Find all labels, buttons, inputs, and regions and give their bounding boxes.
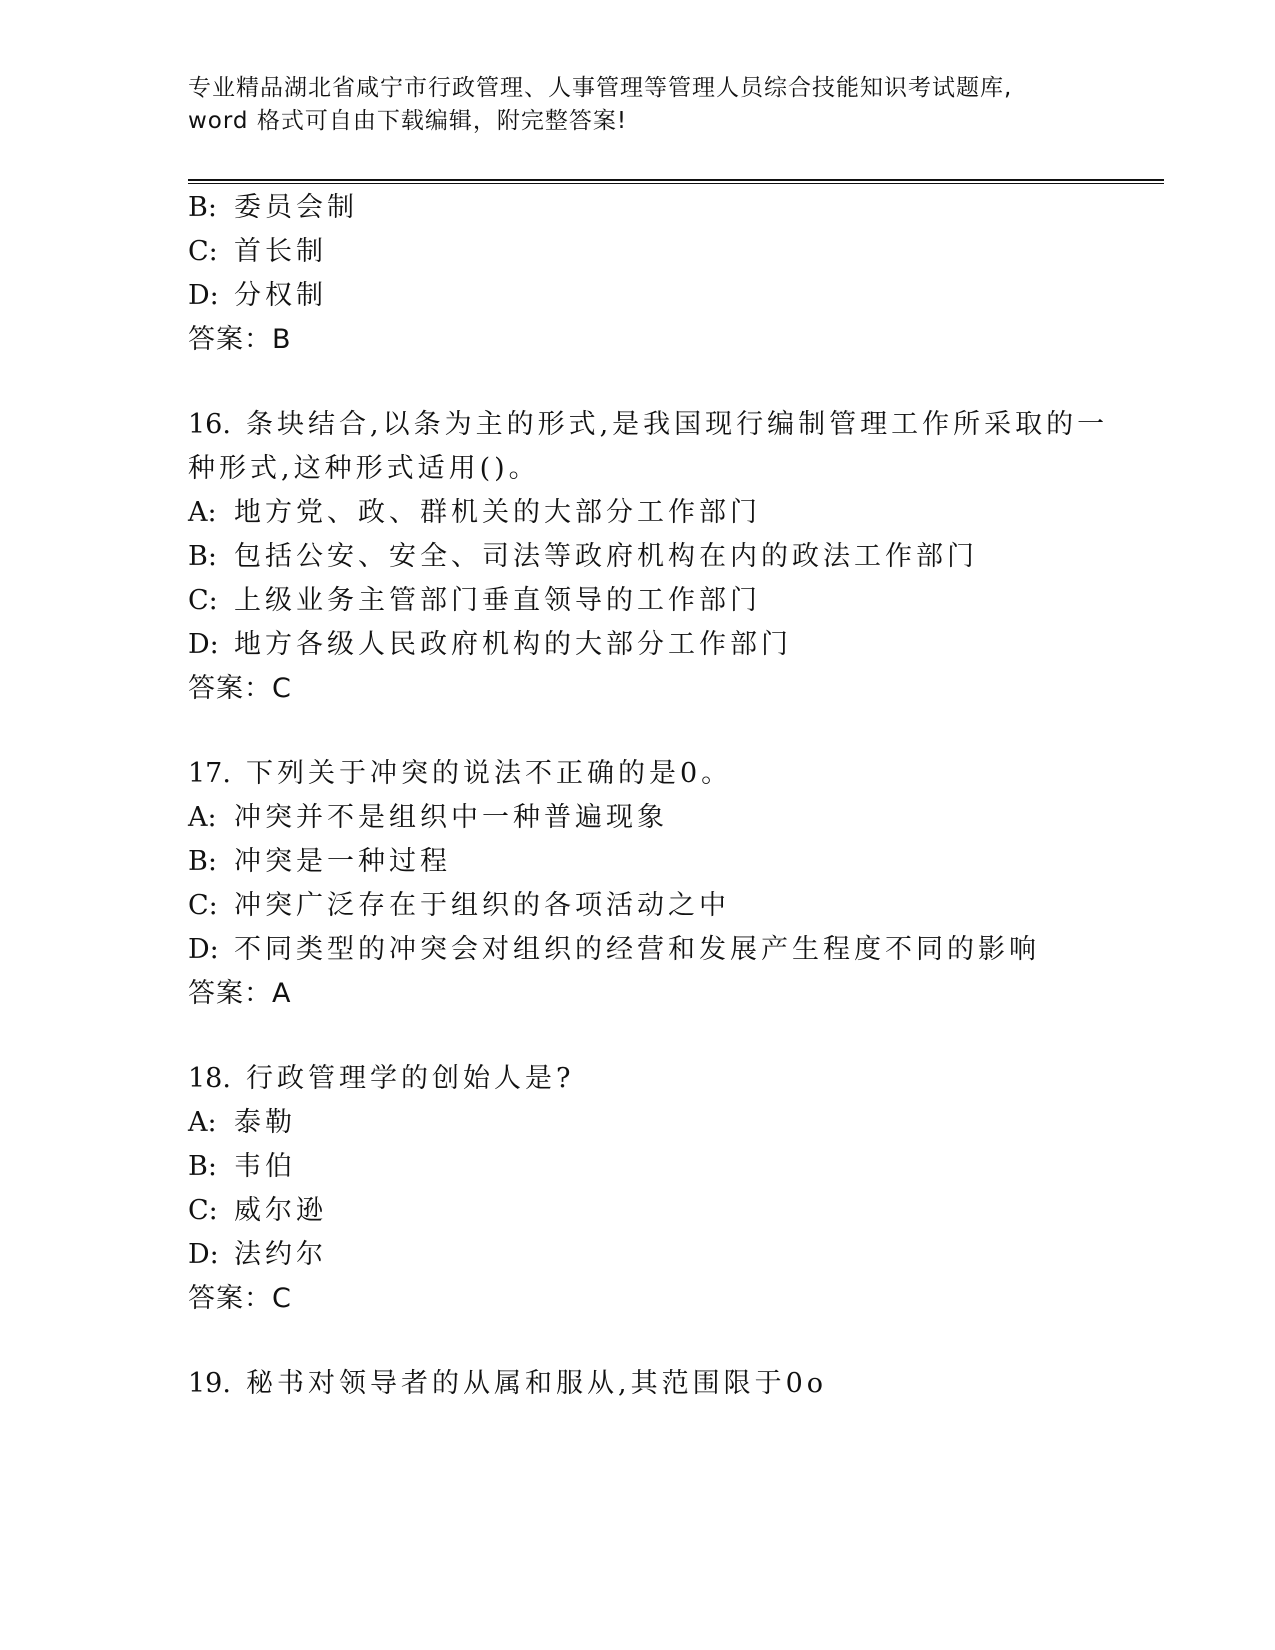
header-line-1: 专业精品湖北省咸宁市行政管理、人事管理等管理人员综合技能知识考试题库, — [188, 75, 1013, 101]
q17-option-d: D: 不同类型的冲突会对组织的经营和发展产生程度不同的影响 — [188, 934, 1040, 965]
q17-answer: 答案：A — [188, 978, 292, 1009]
q17-number: 17. — [188, 758, 231, 789]
q17-option-b: B: 冲突是一种过程 — [188, 846, 451, 877]
q18-option-b: B: 韦伯 — [188, 1151, 296, 1182]
q18-answer: 答案：C — [188, 1283, 292, 1314]
q18-stem-line-1: 18. 行政管理学的创始人是? — [188, 1059, 574, 1099]
q15-option-d: D: 分权制 — [188, 280, 327, 311]
q17-option-a: A: 冲突并不是组织中一种普遍现象 — [188, 802, 668, 833]
q16-answer: 答案：C — [188, 673, 292, 704]
q16-option-c: C: 上级业务主管部门垂直领导的工作部门 — [188, 585, 761, 616]
q16-option-b: B: 包括公安、安全、司法等政府机构在内的政法工作部门 — [188, 541, 978, 572]
q19-stem-line-1: 19. 秘书对领导者的从属和服从,其范围限于0o — [188, 1364, 827, 1404]
q18-option-a: A: 泰勒 — [188, 1107, 296, 1138]
q16-number: 16. — [188, 409, 231, 440]
q18-option-d: D: 法约尔 — [188, 1239, 327, 1270]
q15-option-b: B: 委员会制 — [188, 192, 358, 223]
q17-option-c: C: 冲突广泛存在于组织的各项活动之中 — [188, 890, 730, 921]
q18-option-c: C: 威尔逊 — [188, 1195, 327, 1226]
q18-number: 18. — [188, 1063, 231, 1094]
q17-stem-line-1: 17. 下列关于冲突的说法不正确的是0。 — [188, 754, 732, 794]
q16-option-a: A: 地方党、政、群机关的大部分工作部门 — [188, 497, 761, 528]
header-divider — [188, 179, 1164, 184]
q16-stem-line-1: 16. 条块结合,以条为主的形式,是我国现行编制管理工作所采取的一 — [188, 405, 1108, 445]
q19-number: 19. — [188, 1368, 231, 1399]
document-header — [188, 72, 1168, 138]
q15-answer: 答案：B — [188, 324, 292, 355]
q16-option-d: D: 地方各级人民政府机构的大部分工作部门 — [188, 629, 792, 660]
header-line-2: word 格式可自由下载编辑，附完整答案! — [188, 108, 628, 134]
q16-stem-line-2: 种形式,这种形式适用()。 — [188, 453, 540, 484]
q15-option-c: C: 首长制 — [188, 236, 327, 267]
